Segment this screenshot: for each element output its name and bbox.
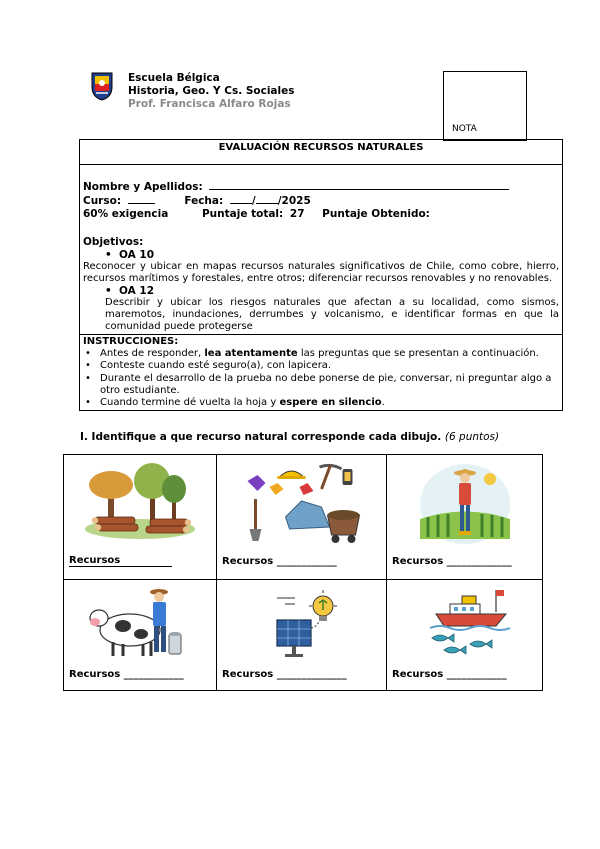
date-label: Fecha: — [184, 195, 224, 207]
mining-minerals-icon — [239, 459, 364, 549]
course-label: Curso: — [83, 195, 122, 207]
objectives-heading: Objetivos: — [83, 236, 144, 248]
forest-logs-icon — [80, 459, 200, 544]
student-info — [80, 179, 562, 333]
course-field[interactable] — [128, 193, 155, 204]
teacher-name: Prof. Francisca Alfaro Rojas — [128, 98, 291, 110]
resource-answer-label[interactable]: Recursos ____________ — [69, 669, 184, 680]
objective-text: Describir y ubicar los riesgos naturales que afectan a su localidad, como sismos, maremotos, inundaciones, derrumbes y volcanismo, e identificar formas en que la comunidad puede protegerse — [105, 297, 559, 332]
instruction-item: • Cuando termine dé vuelta la hoja y espere en silencio. — [83, 397, 559, 409]
solar-energy-icon — [247, 584, 357, 659]
date-month-field[interactable] — [256, 193, 278, 204]
resource-answer-label[interactable]: Recursos ______________ — [222, 669, 347, 680]
resource-cell — [387, 580, 542, 690]
grade-box[interactable] — [443, 71, 527, 141]
fishing-boat-icon — [410, 584, 520, 659]
farmer-crops-icon — [410, 459, 520, 549]
total-score-value: 27 — [289, 208, 305, 220]
school-name: Escuela Bélgica — [128, 72, 220, 84]
resource-answer-label[interactable]: Recursos _____________ — [392, 556, 512, 567]
resource-cell — [217, 580, 387, 690]
resources-grid — [63, 454, 543, 691]
date-day-field[interactable] — [230, 193, 252, 204]
resource-cell — [217, 455, 387, 580]
section-1-title: I. Identifique a que recurso natural corresponde cada dibujo. (6 puntos) — [80, 431, 500, 443]
date-year: /2025 — [277, 195, 311, 207]
resource-answer-label[interactable]: Recursos ____________ — [392, 669, 507, 680]
evaluation-box — [79, 139, 563, 411]
instruction-item: • Antes de responder, lea atentamente las preguntas que se presentan a continuación. — [83, 348, 559, 360]
instruction-item: • Conteste cuando esté seguro(a), con lapicera. — [83, 360, 559, 372]
instructions-heading: INSTRUCCIONES: — [83, 336, 179, 347]
resource-answer-label[interactable]: Recursos — [69, 555, 172, 567]
school-crest-icon — [90, 71, 114, 101]
dairy-cow-farmer-icon — [85, 584, 195, 664]
name-label: Nombre y Apellidos: — [83, 181, 203, 193]
name-field[interactable] — [209, 179, 509, 190]
resource-cell — [64, 580, 217, 690]
objective-code: • OA 12 — [83, 285, 559, 297]
evaluation-title: EVALUACIÓN RECURSOS NATURALES — [80, 140, 562, 165]
obtained-score-label: Puntaje Obtenido: — [322, 208, 430, 220]
objective-text: Reconocer y ubicar en mapas recursos naturales significativos de Chile, como cobre, hierro, recursos marítimos y forestales, entre otros; diferenciar recursos renovables y no renovables. — [83, 261, 559, 284]
objective-code: • OA 10 — [83, 249, 559, 261]
section-1-points: (6 puntos) — [444, 431, 500, 443]
exigencia: 60% exigencia — [83, 208, 169, 220]
grade-label: NOTA — [452, 124, 477, 134]
date-separator: / — [251, 195, 256, 207]
total-score-label: Puntaje total: — [201, 208, 284, 220]
instructions — [80, 334, 562, 409]
resource-cell — [64, 455, 217, 580]
instruction-item: • Durante el desarrollo de la prueba no debe ponerse de pie, conversar, ni preguntar algo a otro estudiante. — [83, 373, 559, 398]
school-header — [128, 72, 295, 111]
subject-name: Historia, Geo. Y Cs. Sociales — [128, 85, 295, 97]
resource-answer-label[interactable]: Recursos ____________ — [222, 556, 337, 567]
resource-cell — [387, 455, 542, 580]
